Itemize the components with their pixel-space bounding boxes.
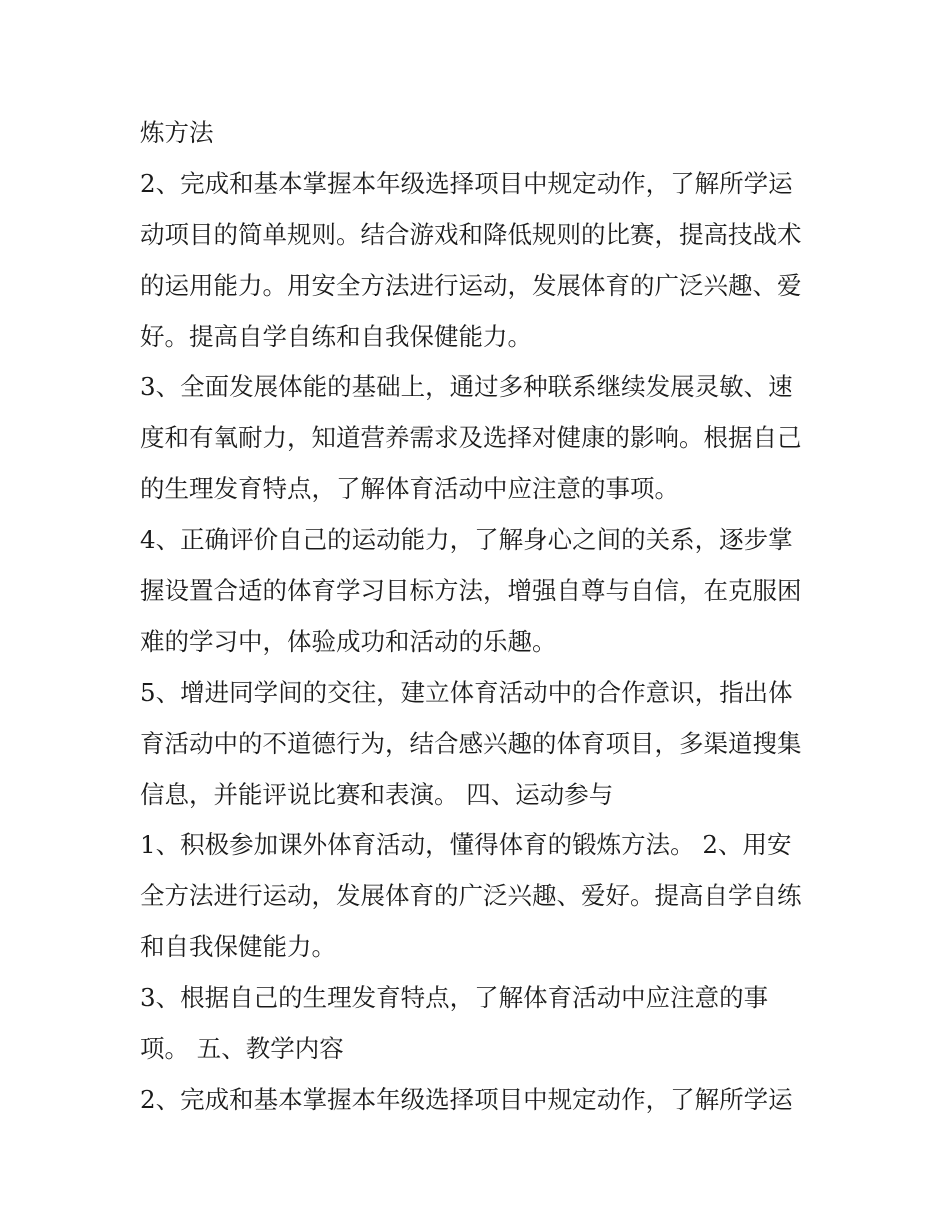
document-body <box>140 108 820 1126</box>
text-line-12: 5、增进同学间的交往，建立体育活动中的合作意识，指出体 <box>140 677 793 707</box>
text-line-5: 好。提高自学自练和自我保健能力。 <box>140 321 532 351</box>
text-line-7: 度和有氧耐力，知道营养需求及选择对健康的影响。根据自己 <box>140 423 802 453</box>
text-line-9: 4、正确评价自己的运动能力，了解身心之间的关系，逐步掌 <box>140 525 793 555</box>
text-line-19: 项。 五、教学内容 <box>140 1034 344 1064</box>
text-line-8: 的生理发育特点，了解体育活动中应注意的事项。 <box>140 474 679 504</box>
text-line-3: 动项目的简单规则。结合游戏和降低规则的比赛，提高技战术 <box>140 219 802 249</box>
text-line-20: 2、完成和基本掌握本年级选择项目中规定动作，了解所学运 <box>140 1084 793 1114</box>
text-line-14: 信息，并能评说比赛和表演。 四、运动参与 <box>140 779 614 809</box>
text-line-10: 握设置合适的体育学习目标方法，增强自尊与自信，在克服困 <box>140 576 802 606</box>
text-line-11: 难的学习中，体验成功和活动的乐趣。 <box>140 626 557 656</box>
text-line-4: 的运用能力。用安全方法进行运动，发展体育的广泛兴趣、爱 <box>140 270 802 300</box>
text-line-15: 1、积极参加课外体育活动，懂得体育的锻炼方法。 2、用安 <box>140 830 792 860</box>
text-line-1: 炼方法 <box>140 118 214 147</box>
text-line-18: 3、根据自己的生理发育特点，了解体育活动中应注意的事 <box>140 983 769 1013</box>
text-line-17: 和自我保健能力。 <box>140 932 336 962</box>
text-line-6: 3、全面发展体能的基础上，通过多种联系继续发展灵敏、速 <box>140 372 793 402</box>
text-line-2: 2、完成和基本掌握本年级选择项目中规定动作，了解所学运 <box>140 168 793 198</box>
text-line-13: 育活动中的不道德行为，结合感兴趣的体育项目，多渠道搜集 <box>140 728 802 758</box>
text-line-16: 全方法进行运动，发展体育的广泛兴趣、爱好。提高自学自练 <box>140 881 802 911</box>
